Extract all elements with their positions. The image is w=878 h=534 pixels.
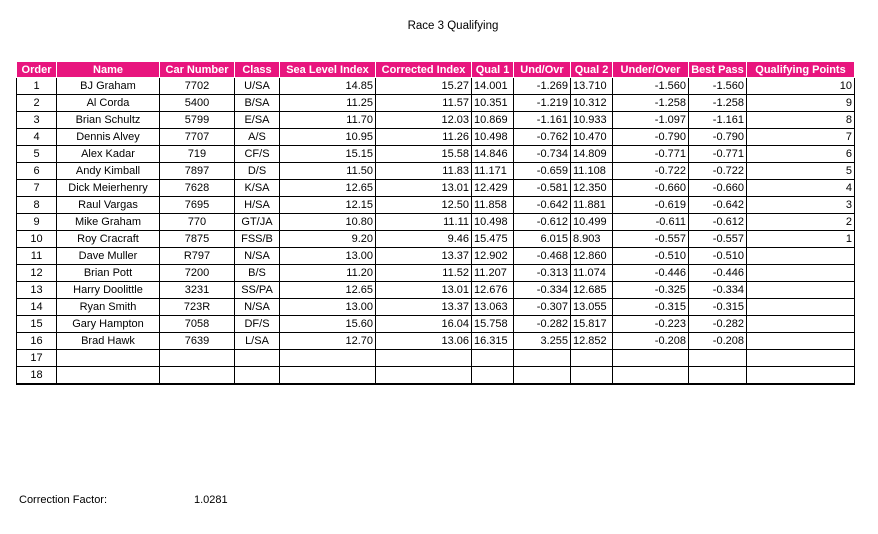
cell-qual-2 [571,367,613,385]
header-order: Order [17,62,57,78]
cell-under-over: -0.619 [613,197,689,214]
cell-und-ovr [514,350,571,367]
cell-qual-1: 11.207 [472,265,514,282]
cell-qual-2: 13.055 [571,299,613,316]
cell-corrected-index: 16.04 [376,316,472,333]
cell-qualifying-points: 7 [747,129,855,146]
cell-name: Dennis Alvey [57,129,160,146]
table-row [17,197,855,214]
cell-name: Gary Hampton [57,316,160,333]
table-row [17,163,855,180]
header-car-number: Car Number [160,62,235,78]
cell-car-number: 7639 [160,333,235,350]
cell-qualifying-points: 6 [747,146,855,163]
cell-best-pass: -0.510 [689,248,747,265]
table-row [17,180,855,197]
cell-car-number: 3231 [160,282,235,299]
cell-qual-1 [472,367,514,385]
cell-name: Al Corda [57,95,160,112]
cell-car-number: 7702 [160,78,235,95]
table-row [17,367,855,385]
cell-qual-1: 12.902 [472,248,514,265]
cell-qual-2: 13.710 [571,78,613,95]
cell-corrected-index: 15.58 [376,146,472,163]
cell-qual-2: 10.499 [571,214,613,231]
header-qualifying-points: Qualifying Points [747,62,855,78]
cell-sea-level-index: 11.25 [280,95,376,112]
header-row [17,62,855,78]
cell-und-ovr: -1.219 [514,95,571,112]
cell-sea-level-index: 14.85 [280,78,376,95]
cell-car-number: 7875 [160,231,235,248]
cell-qual-2: 12.685 [571,282,613,299]
cell-sea-level-index: 15.60 [280,316,376,333]
cell-class: N/SA [235,299,280,316]
header-qual-1: Qual 1 [472,62,514,78]
cell-best-pass: -0.771 [689,146,747,163]
cell-class: A/S [235,129,280,146]
cell-name: Dave Muller [57,248,160,265]
cell-class: GT/JA [235,214,280,231]
cell-qualifying-points: 1 [747,231,855,248]
cell-car-number: 7200 [160,265,235,282]
cell-corrected-index: 11.26 [376,129,472,146]
cell-qual-2: 14.809 [571,146,613,163]
cell-qual-1: 11.171 [472,163,514,180]
cell-und-ovr: -0.307 [514,299,571,316]
cell-best-pass: -0.315 [689,299,747,316]
header-under-over: Under/Over [613,62,689,78]
cell-class: CF/S [235,146,280,163]
cell-qual-2: 12.350 [571,180,613,197]
correction-factor-label: Correction Factor: [19,494,108,506]
cell-name: Brad Hawk [57,333,160,350]
cell-order: 10 [17,231,57,248]
cell-corrected-index [376,350,472,367]
cell-und-ovr: -0.468 [514,248,571,265]
table-row [17,129,855,146]
cell-sea-level-index: 12.65 [280,180,376,197]
cell-car-number: 7058 [160,316,235,333]
cell-qual-1 [472,350,514,367]
cell-class: N/SA [235,248,280,265]
cell-qualifying-points [747,248,855,265]
cell-order: 12 [17,265,57,282]
cell-under-over: -0.771 [613,146,689,163]
cell-qual-2: 10.312 [571,95,613,112]
cell-und-ovr: -0.612 [514,214,571,231]
cell-under-over: -0.223 [613,316,689,333]
cell-order: 14 [17,299,57,316]
cell-order: 8 [17,197,57,214]
cell-order: 7 [17,180,57,197]
header-best-pass: Best Pass [689,62,747,78]
cell-name: BJ Graham [57,78,160,95]
cell-best-pass: -1.258 [689,95,747,112]
cell-qual-1: 10.351 [472,95,514,112]
cell-qualifying-points: 5 [747,163,855,180]
cell-under-over: -0.510 [613,248,689,265]
cell-qual-2: 10.470 [571,129,613,146]
cell-corrected-index: 13.06 [376,333,472,350]
cell-name: Mike Graham [57,214,160,231]
cell-car-number: 770 [160,214,235,231]
cell-und-ovr: -0.334 [514,282,571,299]
cell-car-number [160,367,235,385]
cell-qual-2: 10.933 [571,112,613,129]
cell-order: 3 [17,112,57,129]
cell-best-pass: -1.161 [689,112,747,129]
cell-sea-level-index: 9.20 [280,231,376,248]
cell-under-over: -1.560 [613,78,689,95]
cell-und-ovr: 6.015 [514,231,571,248]
cell-order: 1 [17,78,57,95]
cell-order: 13 [17,282,57,299]
cell-under-over: -1.097 [613,112,689,129]
cell-qual-1: 14.846 [472,146,514,163]
cell-qualifying-points [747,333,855,350]
cell-qual-2: 12.860 [571,248,613,265]
cell-qual-2: 12.852 [571,333,613,350]
cell-corrected-index: 15.27 [376,78,472,95]
cell-sea-level-index: 12.70 [280,333,376,350]
cell-best-pass [689,350,747,367]
cell-sea-level-index: 13.00 [280,299,376,316]
cell-class [235,367,280,385]
cell-und-ovr: -1.269 [514,78,571,95]
cell-order: 9 [17,214,57,231]
cell-und-ovr: -0.762 [514,129,571,146]
cell-sea-level-index: 12.15 [280,197,376,214]
cell-qual-1: 11.858 [472,197,514,214]
cell-name: Dick Meierhenry [57,180,160,197]
cell-und-ovr: -0.313 [514,265,571,282]
cell-qualifying-points [747,265,855,282]
table-body [17,78,855,385]
table-row [17,282,855,299]
cell-corrected-index: 13.01 [376,180,472,197]
cell-qual-1: 16.315 [472,333,514,350]
cell-order: 4 [17,129,57,146]
cell-class: FSS/B [235,231,280,248]
cell-under-over [613,350,689,367]
cell-under-over: -0.557 [613,231,689,248]
cell-car-number: 5400 [160,95,235,112]
cell-qual-1: 12.676 [472,282,514,299]
cell-corrected-index: 12.50 [376,197,472,214]
cell-und-ovr: -0.282 [514,316,571,333]
cell-und-ovr: -0.734 [514,146,571,163]
cell-under-over: -0.660 [613,180,689,197]
cell-under-over: -0.325 [613,282,689,299]
cell-order: 5 [17,146,57,163]
cell-best-pass: -0.660 [689,180,747,197]
cell-best-pass: -0.282 [689,316,747,333]
cell-name: Alex Kadar [57,146,160,163]
cell-qualifying-points: 10 [747,78,855,95]
cell-qual-2: 11.108 [571,163,613,180]
cell-qual-2: 8.903 [571,231,613,248]
cell-corrected-index: 9.46 [376,231,472,248]
cell-corrected-index: 11.52 [376,265,472,282]
cell-qual-2: 11.881 [571,197,613,214]
cell-sea-level-index [280,350,376,367]
cell-sea-level-index: 13.00 [280,248,376,265]
cell-qualifying-points: 2 [747,214,855,231]
cell-best-pass: -0.557 [689,231,747,248]
cell-sea-level-index: 11.50 [280,163,376,180]
cell-car-number [160,350,235,367]
cell-car-number: 7628 [160,180,235,197]
table-row [17,333,855,350]
cell-class [235,350,280,367]
cell-car-number: 7695 [160,197,235,214]
cell-order: 17 [17,350,57,367]
cell-car-number: 5799 [160,112,235,129]
cell-order: 11 [17,248,57,265]
cell-corrected-index: 13.01 [376,282,472,299]
cell-sea-level-index: 10.95 [280,129,376,146]
header-name: Name [57,62,160,78]
cell-corrected-index [376,367,472,385]
cell-under-over: -0.722 [613,163,689,180]
cell-class: SS/PA [235,282,280,299]
cell-order: 2 [17,95,57,112]
cell-sea-level-index: 10.80 [280,214,376,231]
cell-best-pass [689,367,747,385]
cell-qual-1: 13.063 [472,299,514,316]
cell-under-over: -1.258 [613,95,689,112]
table-row [17,146,855,163]
cell-sea-level-index [280,367,376,385]
cell-name: Brian Pott [57,265,160,282]
cell-und-ovr: -0.659 [514,163,571,180]
header-qual-2: Qual 2 [571,62,613,78]
cell-corrected-index: 11.11 [376,214,472,231]
cell-under-over: -0.611 [613,214,689,231]
table-row [17,214,855,231]
cell-under-over: -0.790 [613,129,689,146]
cell-und-ovr: -0.581 [514,180,571,197]
cell-best-pass: -1.560 [689,78,747,95]
cell-under-over: -0.315 [613,299,689,316]
cell-qual-2: 11.074 [571,265,613,282]
cell-corrected-index: 13.37 [376,299,472,316]
cell-qual-1: 15.758 [472,316,514,333]
cell-qualifying-points: 4 [747,180,855,197]
cell-under-over: -0.446 [613,265,689,282]
cell-class: K/SA [235,180,280,197]
cell-name: Ryan Smith [57,299,160,316]
table-row [17,95,855,112]
cell-und-ovr: -0.642 [514,197,571,214]
cell-qualifying-points [747,367,855,385]
cell-name [57,350,160,367]
table-row [17,112,855,129]
cell-sea-level-index: 11.70 [280,112,376,129]
cell-name: Brian Schultz [57,112,160,129]
cell-sea-level-index: 15.15 [280,146,376,163]
cell-qual-1: 15.475 [472,231,514,248]
table-row [17,316,855,333]
table-row [17,265,855,282]
table-row [17,231,855,248]
cell-car-number: 719 [160,146,235,163]
cell-order: 18 [17,367,57,385]
cell-class: E/SA [235,112,280,129]
cell-qualifying-points: 3 [747,197,855,214]
header-class: Class [235,62,280,78]
cell-order: 16 [17,333,57,350]
cell-sea-level-index: 12.65 [280,282,376,299]
cell-name: Harry Doolittle [57,282,160,299]
cell-car-number: 723R [160,299,235,316]
cell-car-number: 7707 [160,129,235,146]
cell-under-over [613,367,689,385]
page-title: Race 3 Qualifying [407,20,499,32]
cell-qual-1: 10.498 [472,214,514,231]
cell-order: 6 [17,163,57,180]
cell-qual-2 [571,350,613,367]
cell-qual-1: 12.429 [472,180,514,197]
cell-corrected-index: 12.03 [376,112,472,129]
cell-class: D/S [235,163,280,180]
cell-class: DF/S [235,316,280,333]
qualifying-table [16,61,855,385]
cell-class: H/SA [235,197,280,214]
table-row [17,248,855,265]
cell-qualifying-points [747,316,855,333]
cell-class: B/SA [235,95,280,112]
cell-qualifying-points: 8 [747,112,855,129]
cell-car-number: R797 [160,248,235,265]
cell-qual-1: 10.869 [472,112,514,129]
table-row [17,350,855,367]
cell-class: U/SA [235,78,280,95]
table-row [17,78,855,95]
cell-und-ovr: -1.161 [514,112,571,129]
cell-und-ovr [514,367,571,385]
cell-corrected-index: 11.57 [376,95,472,112]
cell-qual-1: 14.001 [472,78,514,95]
cell-und-ovr: 3.255 [514,333,571,350]
cell-class: B/S [235,265,280,282]
cell-class: L/SA [235,333,280,350]
header-und-ovr: Und/Ovr [514,62,571,78]
cell-best-pass: -0.722 [689,163,747,180]
header-corrected-index: Corrected Index [376,62,472,78]
cell-order: 15 [17,316,57,333]
cell-best-pass: -0.790 [689,129,747,146]
cell-name: Raul Vargas [57,197,160,214]
header-sea-level-index: Sea Level Index [280,62,376,78]
cell-qualifying-points: 9 [747,95,855,112]
cell-best-pass: -0.642 [689,197,747,214]
cell-name: Roy Cracraft [57,231,160,248]
cell-name: Andy Kimball [57,163,160,180]
cell-best-pass: -0.334 [689,282,747,299]
cell-best-pass: -0.446 [689,265,747,282]
cell-qual-2: 15.817 [571,316,613,333]
cell-car-number: 7897 [160,163,235,180]
cell-best-pass: -0.208 [689,333,747,350]
cell-best-pass: -0.612 [689,214,747,231]
table-row [17,299,855,316]
cell-corrected-index: 11.83 [376,163,472,180]
correction-factor-value: 1.0281 [194,494,228,506]
cell-under-over: -0.208 [613,333,689,350]
cell-qualifying-points [747,282,855,299]
cell-name [57,367,160,385]
cell-qual-1: 10.498 [472,129,514,146]
cell-qualifying-points [747,350,855,367]
cell-corrected-index: 13.37 [376,248,472,265]
cell-qualifying-points [747,299,855,316]
cell-sea-level-index: 11.20 [280,265,376,282]
